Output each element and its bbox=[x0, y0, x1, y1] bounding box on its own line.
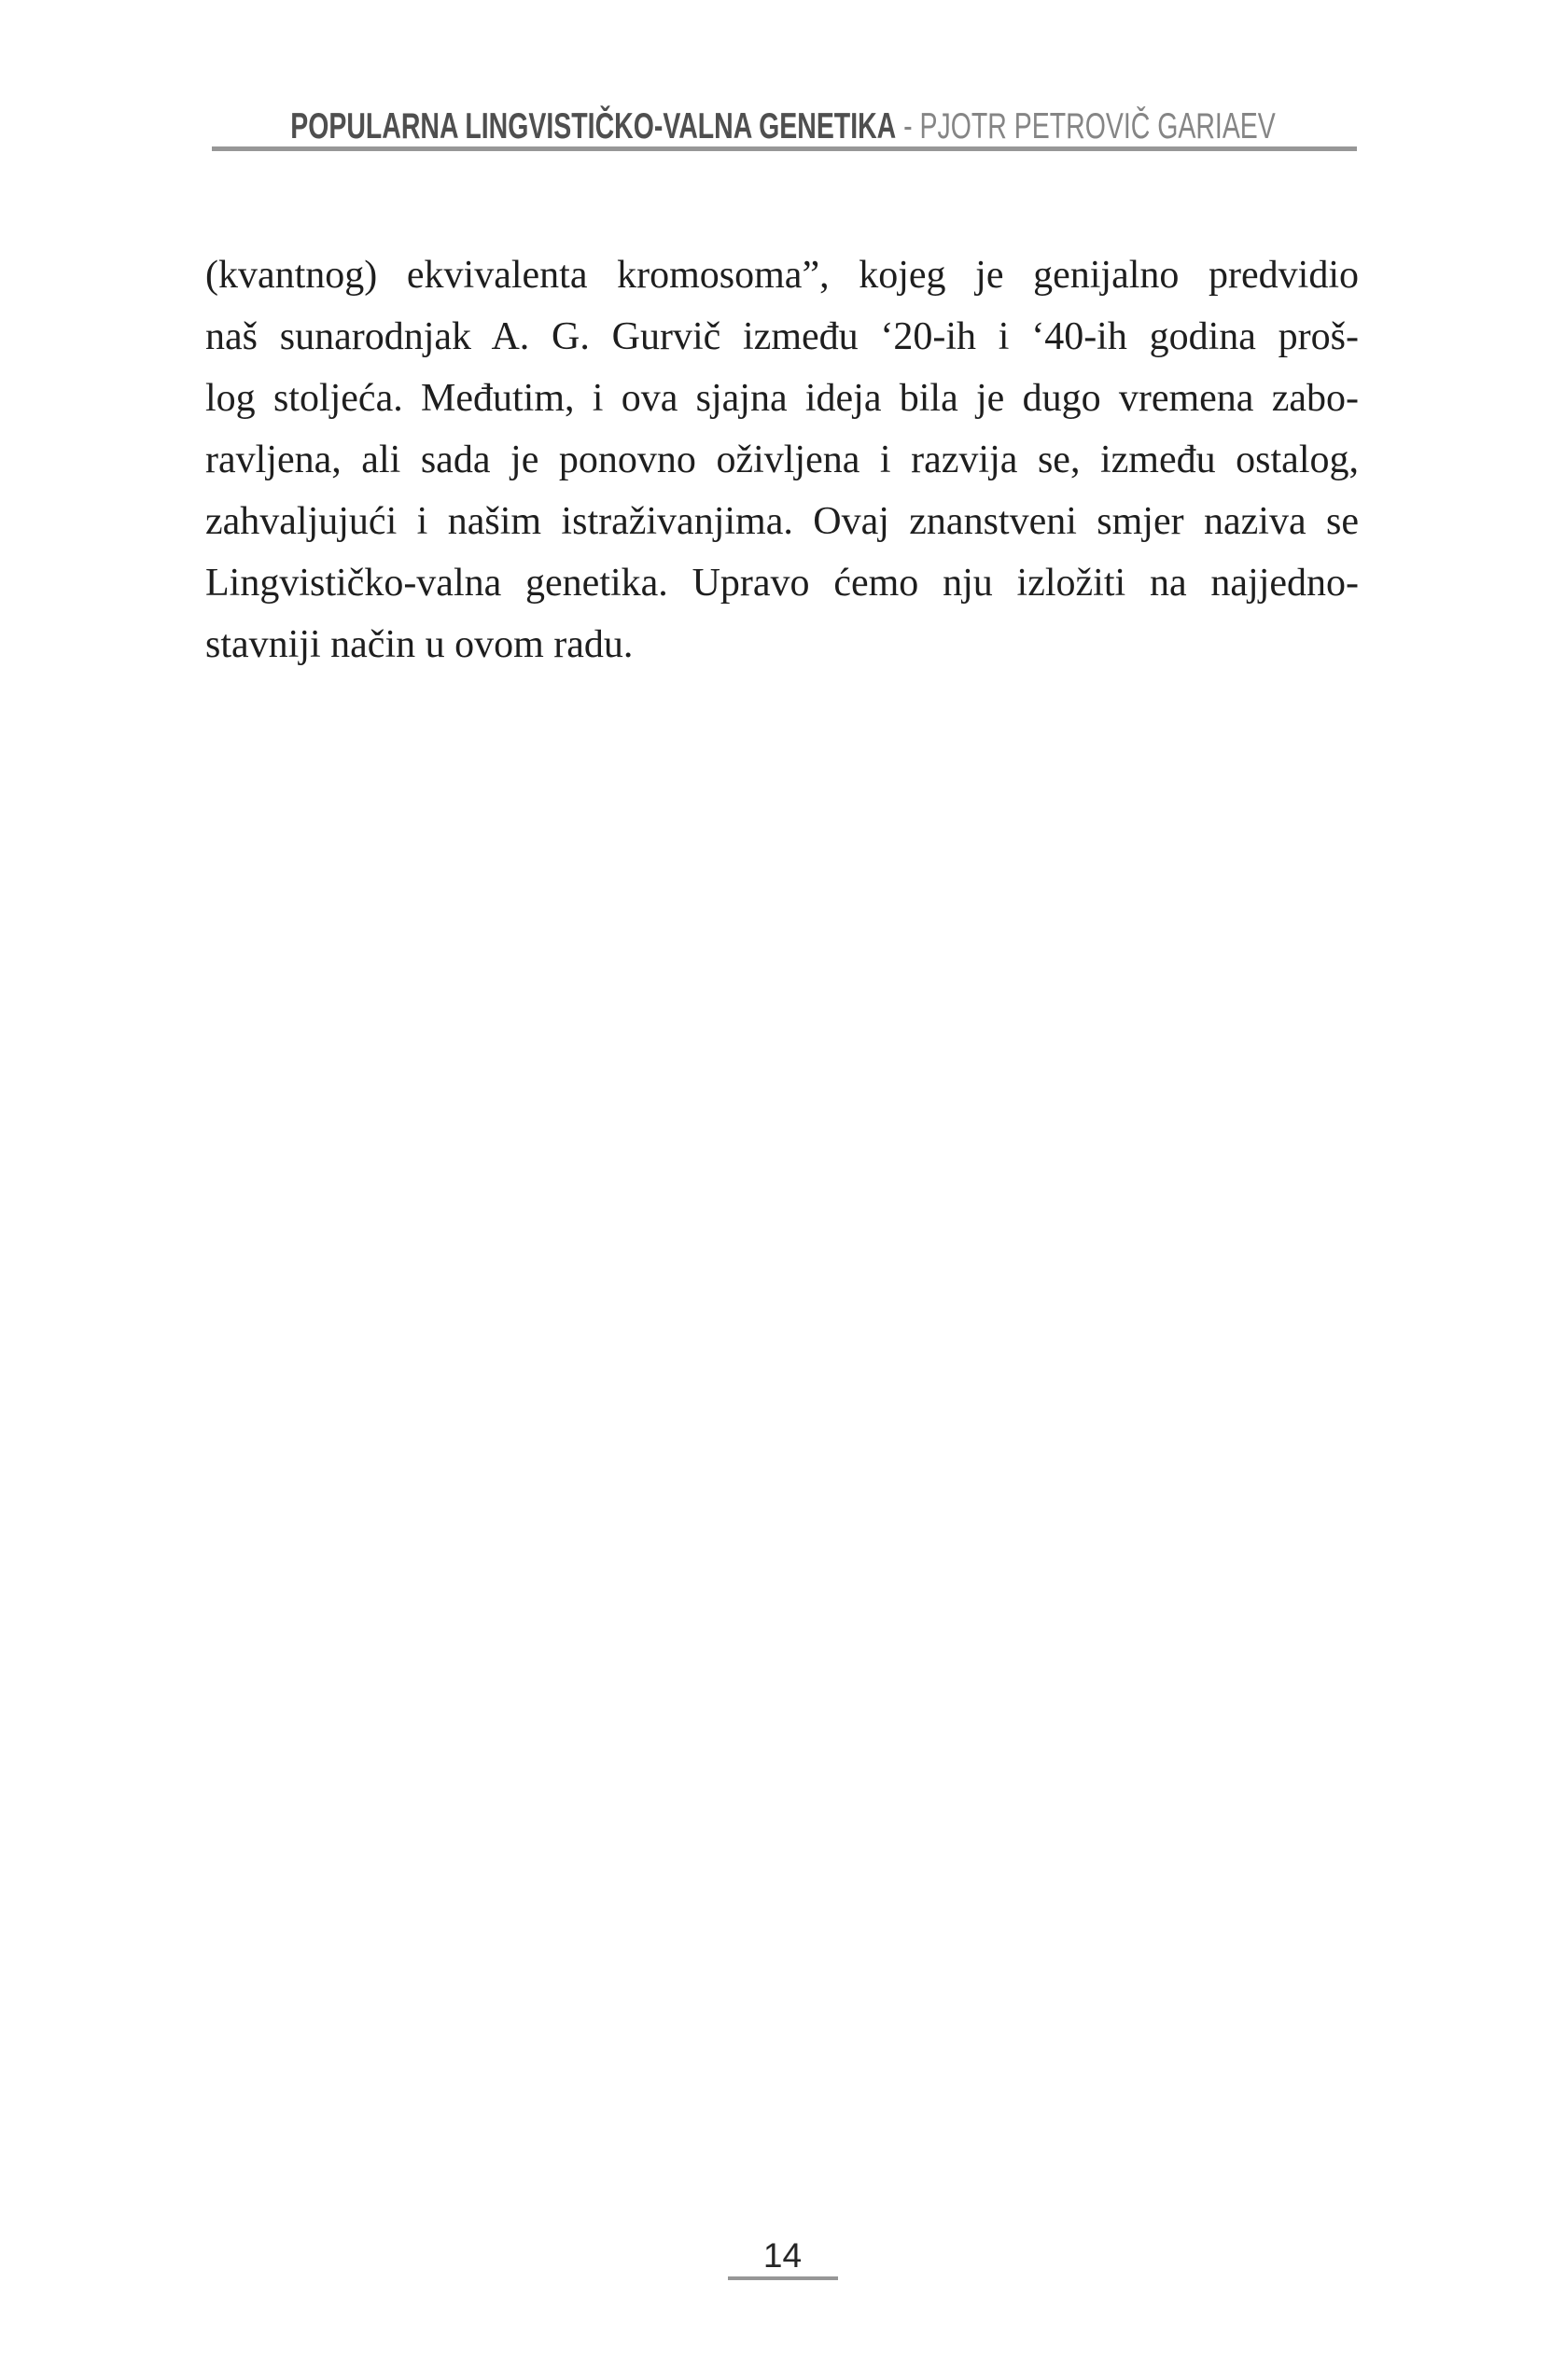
paragraph-line: zahvaljujući i našim istraživanjima. Ovaj znanstveni smjer naziva se bbox=[205, 500, 1359, 543]
header-book-title: POPULARNA LINGVISTIČKO-VALNA GENETIKA bbox=[289, 106, 896, 146]
paragraph-line: stavniji način u ovom radu. bbox=[205, 623, 634, 666]
paragraph-line: (kvantnog) ekvivalenta kromosoma”, kojeg je genijalno predvidio bbox=[205, 254, 1359, 297]
paragraph-line: ravljena, ali sada je ponovno oživljena i razvija se, između ostalog, bbox=[205, 438, 1359, 481]
running-header-text bbox=[290, 107, 1276, 146]
footer-rule bbox=[728, 2276, 838, 2280]
page-number: 14 bbox=[762, 2236, 803, 2275]
header-rule bbox=[212, 146, 1357, 151]
paragraph-line: Lingvističko-valna genetika. Upravo ćemo nju izložiti na najjedno- bbox=[205, 562, 1359, 605]
header-separator: - bbox=[895, 106, 920, 146]
header-author-name: PJOTR PETROVIČ GARIAEV bbox=[919, 106, 1276, 146]
body-paragraph bbox=[205, 244, 1359, 675]
paragraph-line: log stoljeća. Međutim, i ova sjajna ideja bila je dugo vremena zabo- bbox=[205, 377, 1359, 420]
paragraph-line: naš sunarodnjak A. G. Gurvič između ‘20-ih i ‘40-ih godina proš- bbox=[205, 315, 1359, 358]
running-header bbox=[0, 107, 1565, 146]
